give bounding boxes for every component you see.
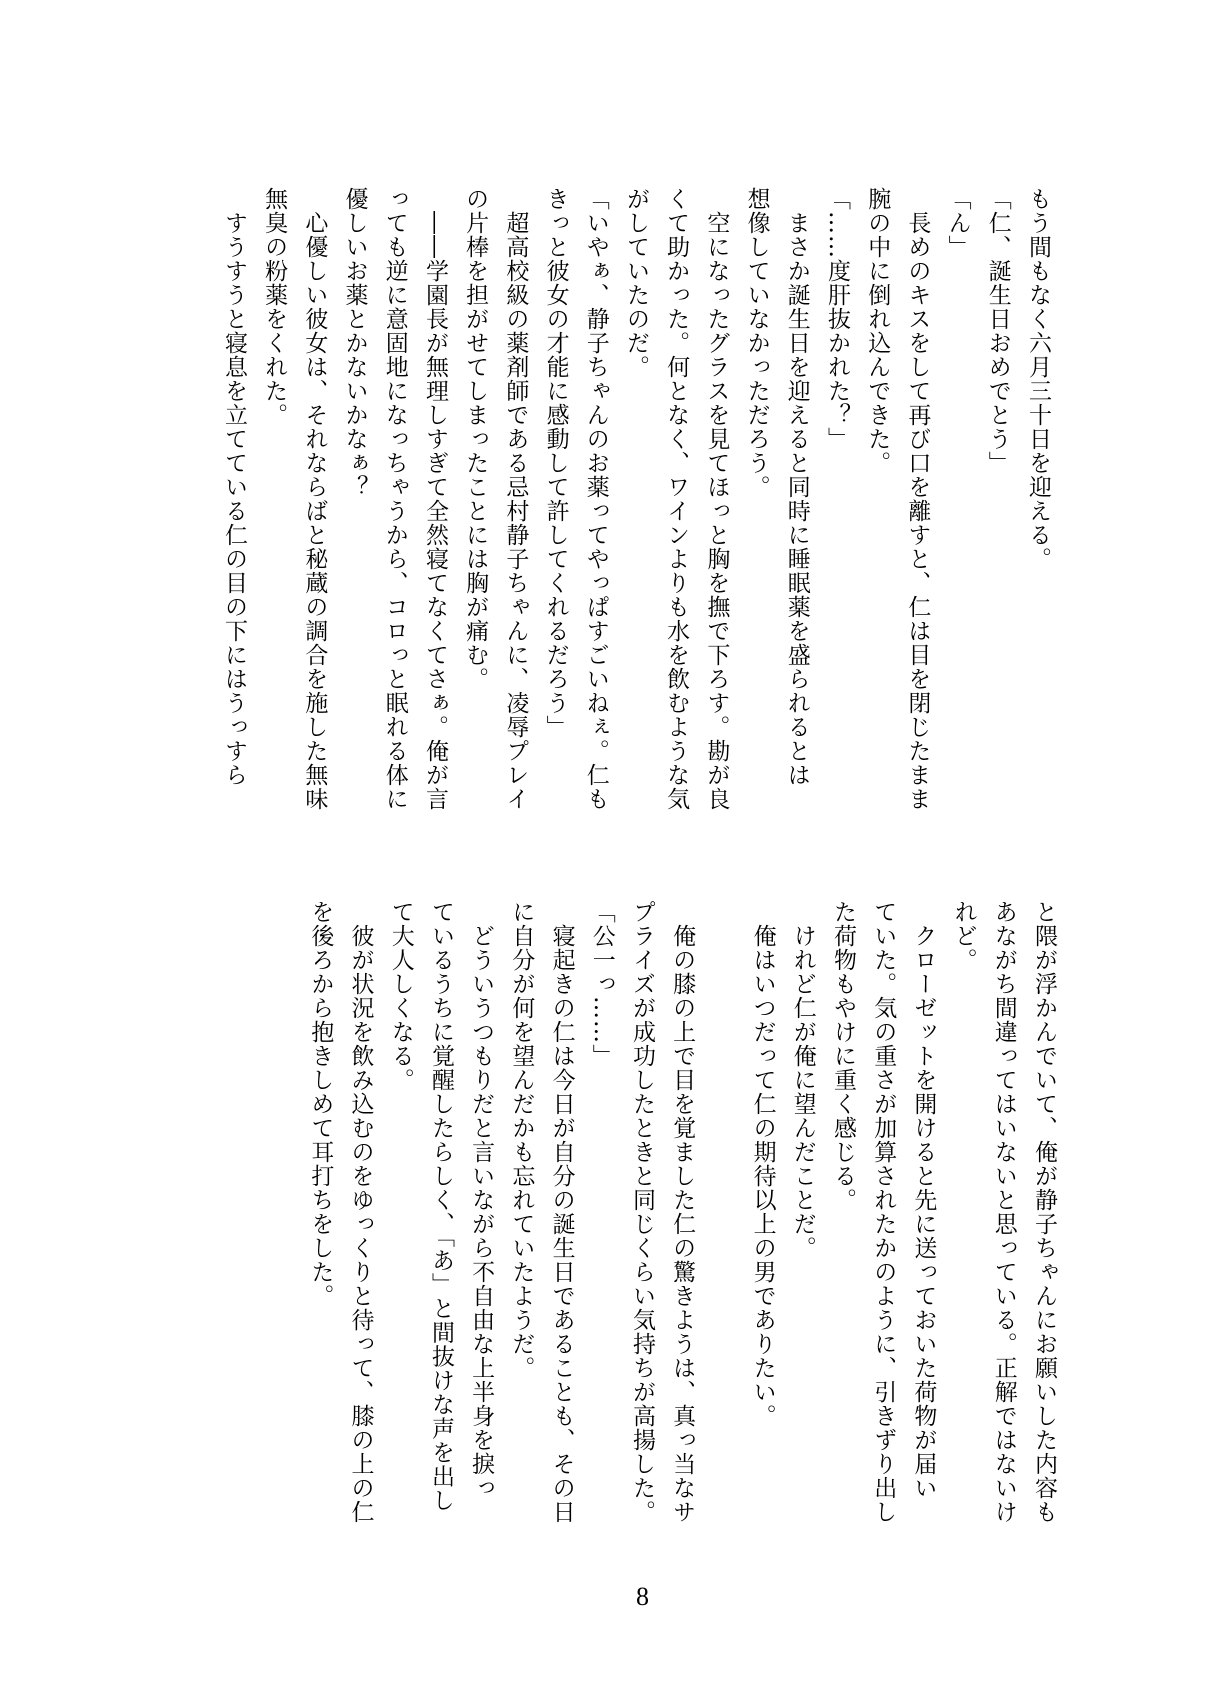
text-column: れど。: [950, 900, 977, 972]
text-column: 寝起きの仁は今日が自分の誕生日であることも、その日: [548, 900, 575, 1524]
text-column: 「公一っ……」: [588, 900, 615, 1068]
text-column: 腕の中に倒れ込んできた。: [864, 187, 891, 475]
text-column: まさか誕生日を迎えると同時に睡眠薬を盛られるとは: [783, 187, 810, 787]
text-column: に自分が何を望んだかも忘れていたようだ。: [508, 900, 535, 1380]
text-column: 俺はいつだって仁の期待以上の男でありたい。: [749, 900, 776, 1428]
page-number: 8: [636, 1582, 649, 1611]
text-column: 長めのキスをして再び口を離すと、仁は目を閉じたまま: [904, 187, 931, 811]
text-column: くて助かった。何となく、ワインよりも水を飲むような気: [663, 187, 690, 811]
text-column: っても逆に意固地になっちゃうから、コロっと眠れる体に: [381, 187, 408, 811]
text-column: 無臭の粉薬をくれた。: [261, 187, 288, 427]
text-column: 心優しい彼女は、それならばと秘蔵の調合を施した無味: [301, 187, 328, 811]
text-column: 彼が状況を飲み込むのをゆっくりと待って、膝の上の仁: [347, 900, 374, 1524]
text-column: きっと彼女の才能に感動して許してくれるだろう」: [542, 187, 569, 739]
text-column: 「……度肝抜かれた？」: [823, 187, 850, 451]
text-column: の片棒を担がせてしまったことには胸が痛む。: [462, 187, 489, 691]
text-column: がしていたのだ。: [622, 187, 649, 379]
text-column: ているうちに覚醒したらしく、「あ」と間抜けな声を出し: [427, 900, 454, 1513]
text-column: もう間もなく六月三十日を迎える。: [1025, 187, 1051, 571]
bottom-text-block: [300, 900, 1064, 1540]
text-column: 「ん」: [944, 187, 971, 259]
text-column: て大人しくなる。: [387, 900, 414, 1092]
text-column: けれど仁が俺に望んだことだ。: [789, 900, 816, 1260]
text-column: 「仁、誕生日おめでとう」: [984, 187, 1011, 475]
text-column: 「いやぁ、静子ちゃんのお薬ってやっぱすごいねぇ。仁も: [582, 187, 609, 811]
text-column: ていた。気の重さが加算されたかのように、引きずり出し: [870, 900, 897, 1524]
text-column: クローゼットを開けると先に送っておいた荷物が届い: [910, 900, 937, 1500]
top-text-block: [214, 187, 1058, 827]
text-column: と隈が浮かんでいて、俺が静子ちゃんにお願いした内容も: [1031, 900, 1057, 1524]
text-column: [702, 900, 742, 1540]
text-column: 俺の膝の上で目を覚ました仁の驚きようは、真っ当なサ: [669, 900, 696, 1524]
text-column: た荷物もやけに重く感じる。: [829, 900, 856, 1212]
text-column: プライズが成功したときと同じくらい気持ちが高揚した。: [628, 900, 655, 1524]
text-column: あながち間違ってはいないと思っている。正解ではないけ: [990, 900, 1017, 1524]
text-column: ――学園長が無理しすぎて全然寝てなくてさぁ。俺が言: [421, 187, 448, 811]
text-column: 想像していなかっただろう。: [743, 187, 770, 499]
text-column: を後ろから抱きしめて耳打ちをした。: [307, 900, 334, 1308]
text-column: 超高校級の薬剤師である忌村静子ちゃんに、凌辱プレイ: [502, 187, 529, 811]
text-column: 空になったグラスを見てほっと胸を撫で下ろす。勘が良: [703, 187, 730, 811]
text-column: 優しいお薬とかないかなぁ？: [341, 187, 368, 499]
text-column: どういうつもりだと言いながら不自由な上半身を捩っ: [468, 900, 495, 1500]
text-column: すうすうと寝息を立てている仁の目の下にはうっすら: [220, 187, 247, 787]
